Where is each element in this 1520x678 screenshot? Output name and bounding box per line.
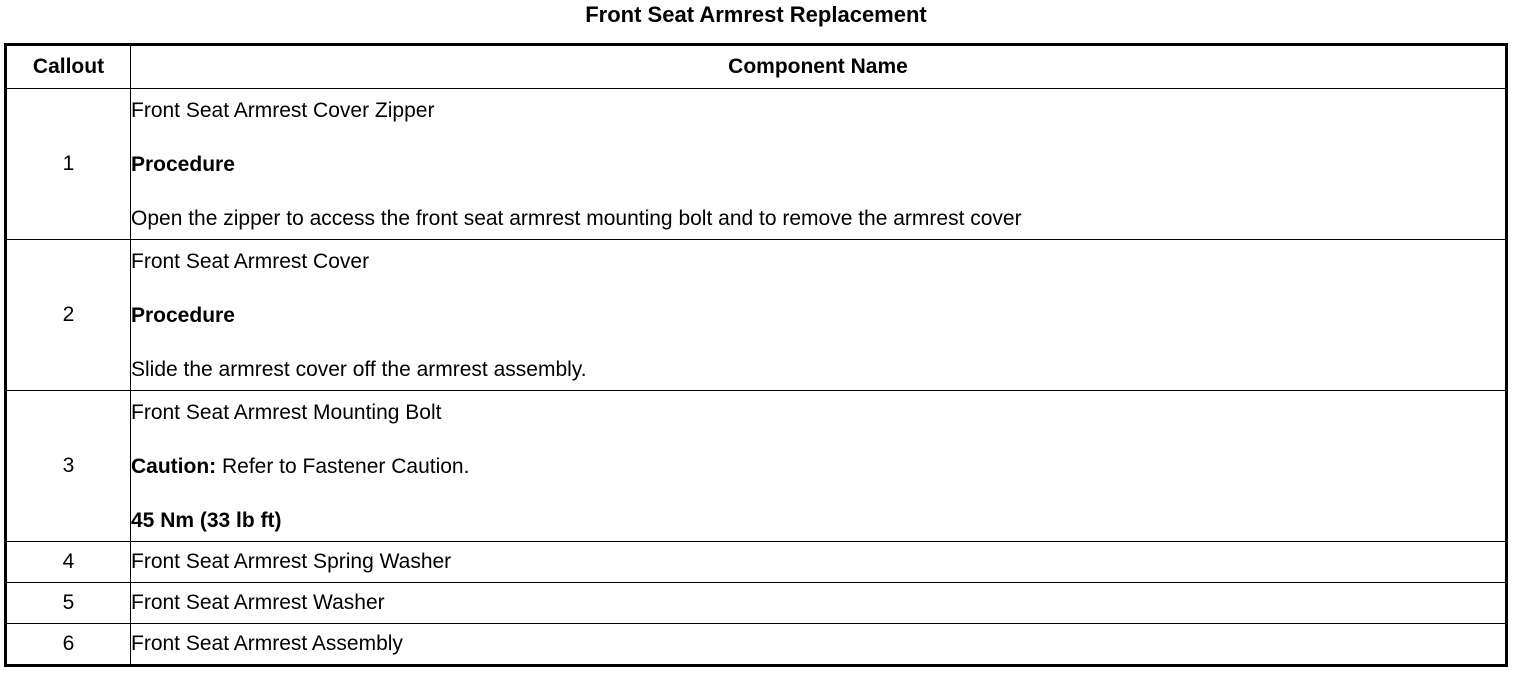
component-name: Front Seat Armrest Spring Washer <box>131 542 1507 583</box>
caution-label: Caution: <box>131 455 217 478</box>
procedure-text: Slide the armrest cover off the armrest assembly. <box>131 358 587 381</box>
component-name: Front Seat Armrest Washer <box>131 583 1507 624</box>
table-row <box>6 391 1507 542</box>
callout-number: 5 <box>6 583 131 624</box>
table-header-row <box>6 45 1507 89</box>
page-title: Front Seat Armrest Replacement <box>585 2 927 27</box>
table-row <box>6 89 1507 240</box>
table-row <box>6 583 1507 624</box>
table-row <box>6 240 1507 391</box>
component-column-header: Component Name <box>131 45 1507 89</box>
caution-text: Refer to Fastener Caution. <box>216 455 470 478</box>
procedure-heading: Procedure <box>131 153 235 176</box>
caution-note <box>131 447 1505 487</box>
component-cell <box>131 240 1507 391</box>
procedure-text: Open the zipper to access the front seat armrest mounting bolt and to remove the armrest cover <box>131 207 1022 230</box>
callout-number: 1 <box>6 89 131 240</box>
component-name: Front Seat Armrest Cover <box>131 250 370 273</box>
torque-spec: 45 Nm (33 lb ft) <box>131 509 282 532</box>
callout-column-header: Callout <box>6 45 131 89</box>
component-cell <box>131 391 1507 542</box>
callout-number: 6 <box>6 624 131 666</box>
table-row <box>6 542 1507 583</box>
callout-number: 3 <box>6 391 131 542</box>
component-name: Front Seat Armrest Cover Zipper <box>131 99 435 122</box>
component-name: Front Seat Armrest Mounting Bolt <box>131 401 442 424</box>
component-name: Front Seat Armrest Assembly <box>131 624 1507 666</box>
component-table <box>4 43 1508 667</box>
table-row <box>6 624 1507 666</box>
callout-number: 4 <box>6 542 131 583</box>
procedure-heading: Procedure <box>131 304 235 327</box>
component-cell <box>131 89 1507 240</box>
callout-number: 2 <box>6 240 131 391</box>
